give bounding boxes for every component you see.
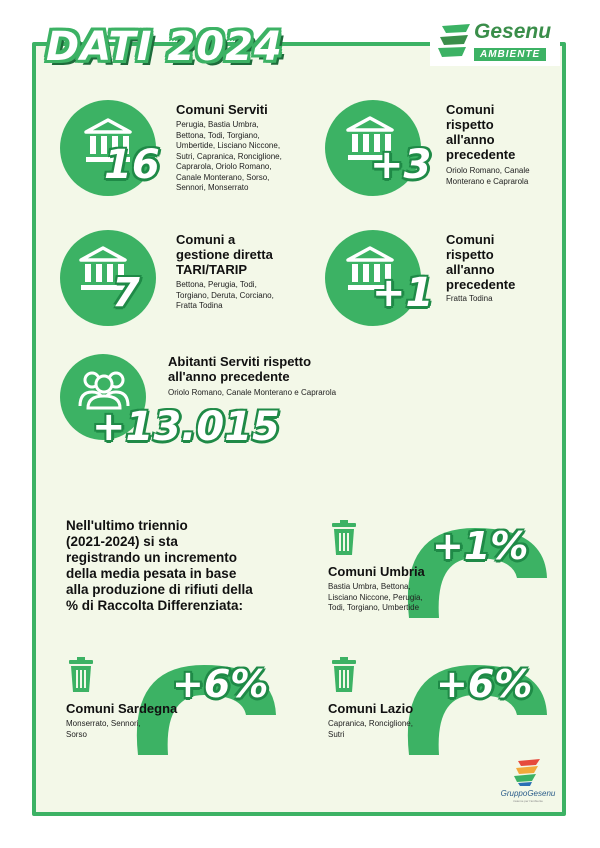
lazio-percent: +6% — [436, 662, 533, 706]
trash-bin-icon — [68, 657, 94, 693]
umbria-title: Comuni Umbria — [328, 564, 425, 579]
gruppo-gesenu-sub: insieme per l'ambiente — [513, 799, 543, 803]
umbria-percent: +1% — [432, 524, 529, 568]
sardegna-text: Monserrato, Sennori, Sorso — [66, 719, 141, 739]
page-title: DATI 2024 — [46, 24, 283, 70]
stat-gestione-increase-number: +1 — [372, 270, 434, 316]
stat-gestione-increase-title: Comuni rispetto all'anno precedente — [446, 232, 516, 292]
stat-comuni-increase-text: Oriolo Romano, Canale Monterano e Caprarola — [446, 166, 530, 186]
stat-abitanti-title: Abitanti Serviti rispetto all'anno precedente — [168, 354, 312, 384]
gruppo-gesenu-name: GruppoGesenu — [500, 789, 556, 798]
stat-comuni-serviti-number: 16 — [104, 142, 160, 188]
stat-comuni-increase-number: +3 — [370, 142, 432, 188]
logo-sub: AMBIENTE — [474, 48, 546, 61]
stat-abitanti-text: Oriolo Romano, Canale Monterano e Caprarola — [168, 388, 337, 397]
lazio-text: Capranica, Ronciglione, Sutri — [328, 719, 413, 739]
stat-abitanti-number: +13.015 — [92, 404, 280, 450]
stat-comuni-serviti-title: Comuni Serviti — [176, 102, 268, 117]
stat-comuni-serviti-text: Perugia, Bastia Umbra, Bettona, Todi, Torgiano, Umbertide, Lisciano Niccone, Sutri, Capranica, Ronciglione, Caprarola, Oriolo Romano, Canale Monterano, Sorso, Sennori, Monserrato — [176, 120, 282, 192]
gruppo-gesenu-logo-icon — [512, 757, 542, 787]
trash-bin-icon — [331, 520, 357, 556]
stat-gestione-increase-text: Fratta Todina — [446, 294, 493, 303]
lazio-title: Comuni Lazio — [328, 701, 414, 716]
stat-gestione-diretta-text: Bettona, Perugia, Todi, Torgiano, Deruta, Corciano, Fratta Todina — [176, 280, 274, 310]
intro-paragraph: Nell'ultimo triennio (2021-2024) si sta registrando un incremento della media pesata in base alla produzione di rifiuti della % di Raccolta Differenziata: — [66, 518, 253, 613]
gruppo-gesenu-logo — [496, 757, 556, 807]
gesenu-logo-icon — [436, 22, 472, 60]
stat-gestione-diretta-circle — [60, 230, 156, 326]
logo-name: Gesenu — [474, 20, 552, 43]
umbria-text: Bastia Umbra, Bettona, Lisciano Niccone, Perugia, Todi, Torgiano, Umbertide — [328, 582, 423, 612]
stat-gestione-diretta-title: Comuni a gestione diretta TARI/TARIP — [176, 232, 273, 277]
sardegna-percent: +6% — [172, 662, 269, 706]
stat-gestione-diretta-number: 7 — [112, 270, 140, 316]
stat-comuni-increase-title: Comuni rispetto all'anno precedente — [446, 102, 516, 162]
trash-bin-icon — [331, 657, 357, 693]
sardegna-title: Comuni Sardegna — [66, 701, 178, 716]
gesenu-logo — [430, 16, 560, 66]
